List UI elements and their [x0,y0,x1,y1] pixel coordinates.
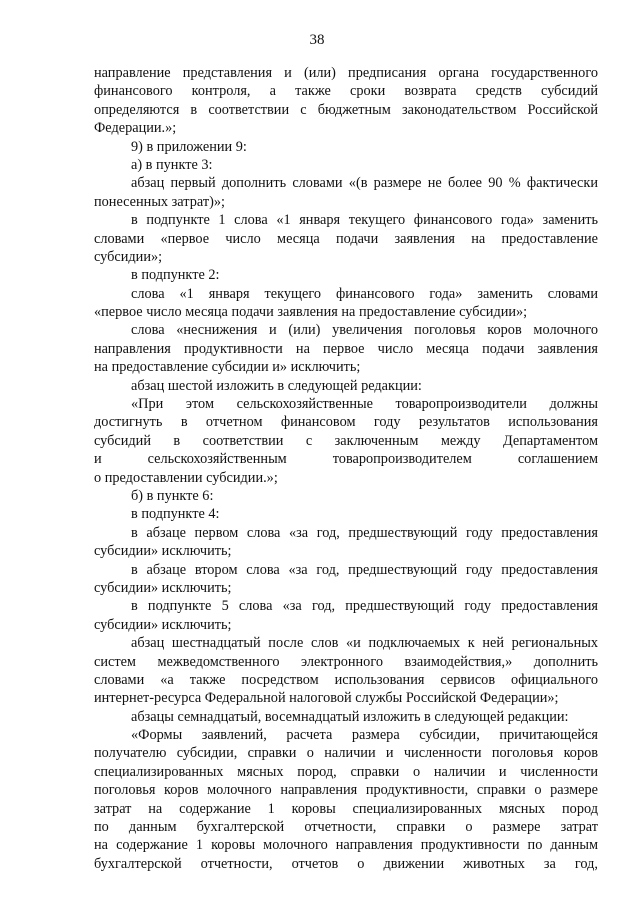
text-line: в подпункте 4: [131,506,220,523]
text-line: затрат на содержание 1 коровы специализированных мясных пород [94,800,598,817]
text-line: а) в пункте 3: [131,156,213,173]
text-line: абзац первый дополнить словами «(в размере не более 90 % фактически [131,175,598,192]
text-line: словами «первое число месяца подачи заявления на предоставление [94,230,598,247]
text-line: субсидии» исключить; [94,543,232,560]
text-line: определяются в соответствии с бюджетным законодательством Российской [94,101,598,118]
text-line: в абзаце втором слова «за год, предшествующий году предоставления [131,561,598,578]
text-line: бухгалтерской отчетности, отчетов о движении животных за год, [94,855,598,872]
text-line: абзац шестнадцатый после слов «и подключаемых к ней региональных [131,635,598,652]
document-body [94,64,598,873]
text-line: в подпункте 2: [131,267,220,284]
text-line: систем межведомственного электронного взаимодействия,» дополнить [94,653,598,670]
text-line: специализированных мясных пород, справки о наличии и численности [94,763,598,780]
text-line: субсидий в соответствии с заключенным между Департаментом [94,432,598,449]
text-line: б) в пункте 6: [131,487,214,504]
text-line: достигнуть в отчетном финансовом году результатов использования [94,414,598,431]
text-line: слова «неснижения и (или) увеличения поголовья коров молочного [131,322,598,339]
text-line: субсидии» исключить; [94,616,232,633]
text-line: поголовья коров молочного направления продуктивности, справки о размере [94,782,598,799]
text-line: финансового контроля, а также сроки возврата средств субсидий [94,83,598,100]
text-line: получателю субсидии, справки о наличии и численности поголовья коров [94,745,598,762]
text-line: «При этом сельскохозяйственные товаропроизводители должны [131,396,598,413]
text-line: интернет-ресурса Федеральной налоговой службы Российской Федерации»; [94,690,559,707]
text-line: «Формы заявлений, расчета размера субсидии, причитающейся [131,727,598,744]
text-line: «первое число месяца подачи заявления на предоставление субсидии»; [94,304,528,321]
text-line: субсидии»; [94,248,163,265]
text-line: в абзаце первом слова «за год, предшествующий году предоставления [131,524,598,541]
text-line: абзацы семнадцатый, восемнадцатый изложить в следующей редакции: [131,708,569,725]
text-line: Федерации.»; [94,120,177,137]
text-line: направления продуктивности на первое число месяца подачи заявления [94,340,598,357]
text-line: абзац шестой изложить в следующей редакции: [131,377,422,394]
page-number: 38 [309,32,325,48]
text-line: в подпункте 1 слова «1 января текущего финансового года» заменить [131,212,598,229]
text-line: на предоставление субсидии и» исключить; [94,359,361,376]
text-line: и сельскохозяйственным товаропроизводителем соглашением [94,451,598,468]
text-line: 9) в приложении 9: [131,138,247,155]
text-line: направление представления и (или) предписания органа государственного [94,65,598,81]
text-line: субсидии» исключить; [94,579,232,596]
text-line: в подпункте 5 слова «за год, предшествующий году предоставления [131,598,598,615]
text-line: по данным бухгалтерской отчетности, справки о размере затрат [94,819,598,836]
text-line: слова «1 января текущего финансового года» заменить словами [131,285,598,302]
text-line: на содержание 1 коровы молочного направления продуктивности по данным [94,837,598,854]
text-line: понесенных затрат)»; [94,193,225,210]
text-line: о предоставлении субсидии.»; [94,469,278,486]
text-line: словами «а также посредством использования сервисов официального [94,671,598,688]
